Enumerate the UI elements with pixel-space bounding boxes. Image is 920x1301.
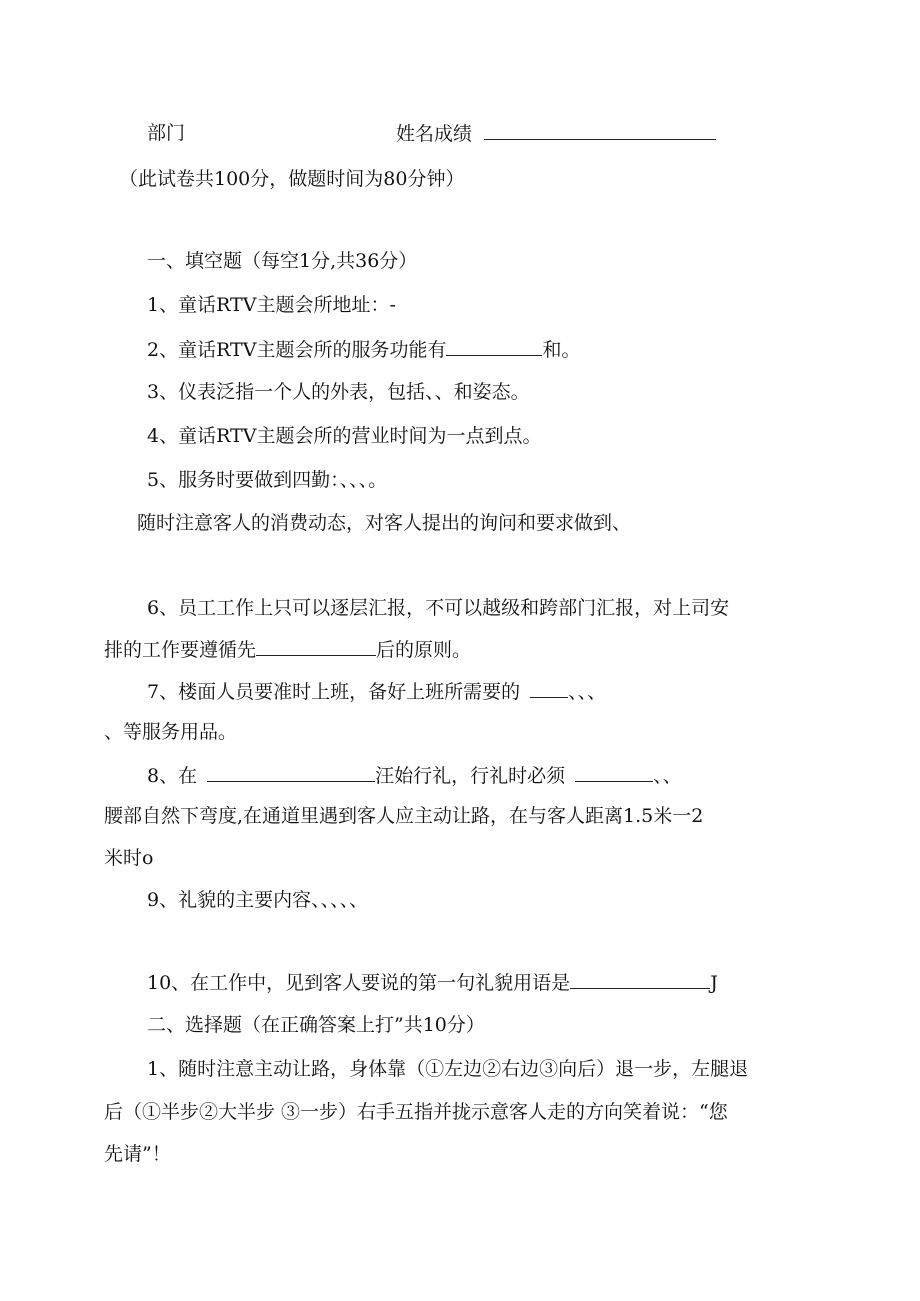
question-7-line2: 、等服务用品。 [104,721,238,743]
question-8-line3: 米时o [104,847,154,869]
question-10-tail: J [710,972,718,994]
choice-1-line2: 后（①半步②大半步 ③一步）右手五指并拢示意客人走的方向笑着说：“您 [104,1101,728,1123]
question-3: 3、仪表泛指一个人的外表，包括、、和姿态。 [147,381,530,403]
question-7-text: 7、楼面人员要准时上班，备好上班所需要的 [147,681,521,703]
section1-title: 一、填空题（每空1分,共36分） [147,250,418,272]
question-7-tail: 、、、 [568,681,607,703]
department-label: 部门 [147,122,186,144]
question-6-tail: 后的原则。 [376,639,472,661]
question-9: 9、礼貌的主要内容、、、、、 [147,889,369,911]
question-5-continued: 随时注意客人的消费动态，对客人提出的询问和要求做到、 [137,512,632,534]
question-1: 1、童话RTV主题会所地址：- [147,294,396,316]
choice-1-line3: 先请”！ [104,1143,171,1165]
name-score-label: 姓名成绩 [396,123,473,145]
question-6-line1: 6、员工工作上只可以逐层汇报，不可以越级和跨部门汇报，对上司安 [147,597,730,619]
question-2-text: 2、童话RTV主题会所的服务功能有 [147,339,447,361]
question-2 [147,337,580,362]
question-6-line2 [104,637,471,662]
question-2-tail: 和。 [542,339,581,361]
question-2-blank[interactable] [446,337,542,356]
question-7-blank[interactable] [530,679,568,698]
question-4: 4、童话RTV主题会所的营业时间为一点到点。 [147,425,542,447]
choice-1-line1: 1、随时注意主动让路，身体靠（①左边②右边③向后）退一步，左腿退 [147,1058,749,1080]
question-5: 5、服务时要做到四勤：、、、。 [147,469,388,491]
question-8-blank-2[interactable] [575,763,653,782]
question-10-blank[interactable] [570,970,710,989]
question-10 [147,970,718,995]
question-8 [147,763,682,788]
question-10-text: 10、在工作中，见到客人要说的第一句礼貌用语是 [147,972,571,994]
question-8-line2: 腰部自然下弯度,在通道里遇到客人应主动让路，在与客人距离1.5米一2 [104,805,704,827]
question-8-tail: 、、 [653,765,682,787]
section2-title: 二、选择题（在正确答案上打”共10分） [147,1014,485,1036]
name-score-row [396,121,716,146]
question-8-blank-1[interactable] [207,763,375,782]
question-8-middle: 汪始行礼，行礼时必须 [375,765,566,787]
question-7 [147,679,606,704]
question-6-blank[interactable] [256,637,376,656]
question-8-text: 8、在 [147,765,198,787]
question-6-text: 排的工作要遵循先 [104,639,257,661]
name-score-blank[interactable] [484,121,716,140]
exam-note: （此试卷共100分，做题时间为80分钟） [119,168,465,190]
